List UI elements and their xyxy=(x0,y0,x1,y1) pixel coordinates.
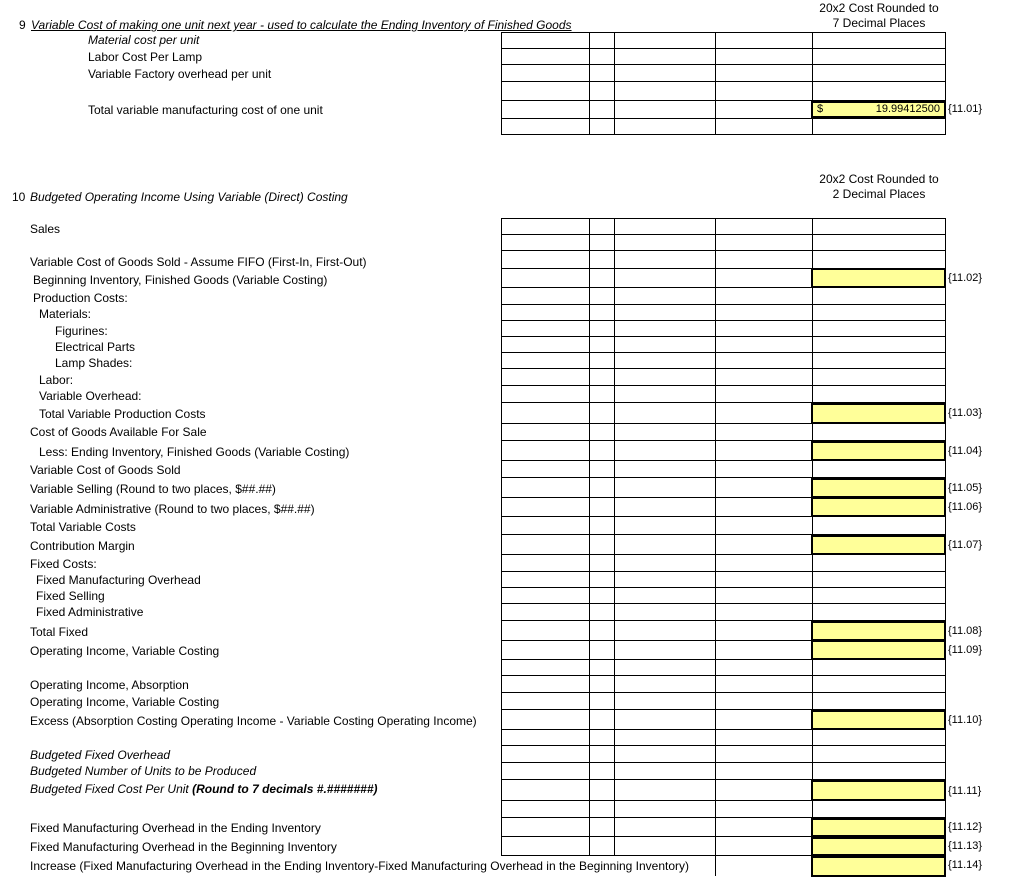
label-fixed-administrative: Fixed Administrative xyxy=(36,605,144,619)
label-fixed-selling: Fixed Selling xyxy=(36,589,105,603)
total-currency-symbol: $ xyxy=(817,103,824,115)
code-11-01: {11.01} xyxy=(948,103,983,115)
label-variable-cogs: Variable Cost of Goods Sold xyxy=(30,463,181,477)
label-operating-income-variable-2: Operating Income, Variable Costing xyxy=(30,695,220,709)
label-budgeted-fixed-overhead: Budgeted Fixed Overhead xyxy=(30,748,171,762)
label-increase-fixed-moh: Increase (Fixed Manufacturing Overhead in the Ending Inventory-Fixed Manufacturing Overhead in the Beginning Inventory) xyxy=(30,859,690,873)
section-9-header-line2: 7 Decimal Places xyxy=(832,16,926,30)
code-11-05: {11.05} xyxy=(948,482,983,494)
round-7-decimals-note: (Round to 7 decimals #.#######) xyxy=(192,782,378,796)
label-lamp-shades: Lamp Shades: xyxy=(55,356,133,370)
code-11-06: {11.06} xyxy=(948,501,983,513)
answer-cell-11-08[interactable] xyxy=(811,621,946,641)
answer-cell-11-02[interactable] xyxy=(811,268,946,288)
answer-cell-11-13[interactable] xyxy=(811,837,946,856)
label-variable-selling: Variable Selling (Round to two places, $##.##) xyxy=(30,482,276,496)
answer-cell-11-03[interactable] xyxy=(811,403,946,424)
code-11-03: {11.03} xyxy=(948,407,983,419)
section-9-row-overhead: Variable Factory overhead per unit xyxy=(88,67,272,81)
label-materials: Materials: xyxy=(39,307,92,321)
code-11-07: {11.07} xyxy=(948,539,983,551)
label-cost-goods-available: Cost of Goods Available For Sale xyxy=(30,425,207,439)
section-10-number: 10 xyxy=(12,190,26,204)
code-11-02: {11.02} xyxy=(948,272,983,284)
label-budgeted-fixed-cost-per-unit xyxy=(30,782,378,796)
label-budgeted-units: Budgeted Number of Units to be Produced xyxy=(30,764,257,778)
label-operating-income-absorption: Operating Income, Absorption xyxy=(30,678,189,692)
label-fixed-moh-beginning: Fixed Manufacturing Overhead in the Beginning Inventory xyxy=(30,840,337,854)
label-total-variable-costs: Total Variable Costs xyxy=(30,520,136,534)
label-sales: Sales xyxy=(30,222,61,236)
label-beginning-inventory: Beginning Inventory, Finished Goods (Variable Costing) xyxy=(33,273,328,287)
label-labor: Labor: xyxy=(39,373,74,387)
code-11-11: {11.11} xyxy=(948,785,982,797)
label-production-costs: Production Costs: xyxy=(33,291,128,305)
answer-cell-11-14[interactable] xyxy=(811,856,946,877)
section-9-header-line1: 20x2 Cost Rounded to xyxy=(819,1,939,15)
code-11-14: {11.14} xyxy=(948,859,983,871)
section-9-row-material: Material cost per unit xyxy=(88,33,200,47)
label-contribution-margin: Contribution Margin xyxy=(30,539,135,553)
answer-cell-11-12[interactable] xyxy=(811,818,946,837)
answer-cell-11-11[interactable] xyxy=(811,780,946,801)
label-variable-cogs-fifo: Variable Cost of Goods Sold - Assume FIFO (First-In, First-Out) xyxy=(30,255,367,269)
label-excess: Excess (Absorption Costing Operating Income - Variable Costing Operating Income) xyxy=(30,714,477,728)
answer-cell-11-07[interactable] xyxy=(811,535,946,555)
label-fixed-manufacturing-overhead: Fixed Manufacturing Overhead xyxy=(36,573,201,587)
section-9-title: Variable Cost of making one unit next year - used to calculate the Ending Inventory of Finished Goods xyxy=(31,18,572,32)
section-10-header-line1: 20x2 Cost Rounded to xyxy=(819,172,939,186)
label-fixed-moh-ending: Fixed Manufacturing Overhead in the Ending Inventory xyxy=(30,821,321,835)
answer-cell-11-09[interactable] xyxy=(811,640,946,660)
section-9-total-label: Total variable manufacturing cost of one unit xyxy=(88,103,323,117)
code-11-09: {11.09} xyxy=(948,644,983,656)
answer-cell-11-04[interactable] xyxy=(811,441,946,461)
section-10-header-line2: 2 Decimal Places xyxy=(832,187,926,201)
code-11-13: {11.13} xyxy=(948,840,983,852)
label-total-variable-production-costs: Total Variable Production Costs xyxy=(39,407,206,421)
label-operating-income-variable: Operating Income, Variable Costing xyxy=(30,644,220,658)
code-11-12: {11.12} xyxy=(948,821,983,833)
code-11-10: {11.10} xyxy=(948,714,983,726)
label-total-fixed: Total Fixed xyxy=(30,625,89,639)
label-figurines: Figurines: xyxy=(55,324,108,338)
label-variable-administrative: Variable Administrative (Round to two places, $##.##) xyxy=(30,502,315,516)
label-variable-overhead: Variable Overhead: xyxy=(39,389,142,403)
label-fixed-costs: Fixed Costs: xyxy=(30,557,97,571)
answer-cell-11-05[interactable] xyxy=(811,478,946,498)
section-9-total-cell[interactable] xyxy=(811,101,946,118)
label-electrical-parts: Electrical Parts xyxy=(55,340,136,354)
code-11-04: {11.04} xyxy=(948,445,983,457)
total-variable-cost-value: 19.99412500 xyxy=(875,103,940,115)
section-9-number: 9 xyxy=(19,18,26,32)
label-ending-inventory: Less: Ending Inventory, Finished Goods (Variable Costing) xyxy=(39,445,350,459)
answer-cell-11-10[interactable] xyxy=(811,710,946,730)
answer-cell-11-06[interactable] xyxy=(811,497,946,517)
section-10-title: Budgeted Operating Income Using Variable (Direct) Costing xyxy=(30,190,348,204)
code-11-08: {11.08} xyxy=(948,625,983,637)
budgeted-fixed-cost-text: Budgeted Fixed Cost Per Unit xyxy=(30,782,193,796)
section-9-row-labor: Labor Cost Per Lamp xyxy=(88,50,203,64)
